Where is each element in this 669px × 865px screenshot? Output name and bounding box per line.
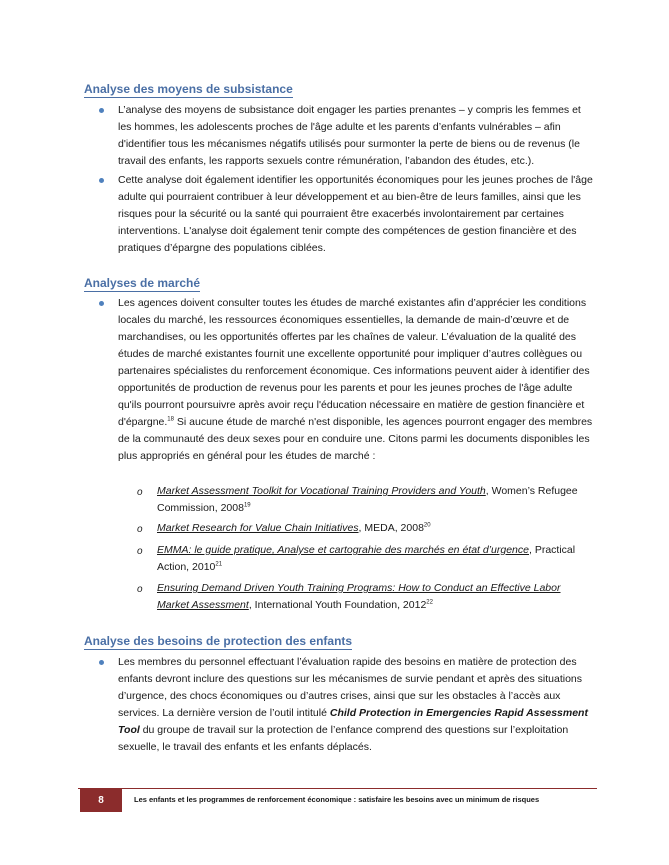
paragraph-text-part: Les agences doivent consulter toutes les études de marché existantes afin d’apprécier les conditions locales du marché, les ressources économiques essentielles, la demande de main-d’œuvre et de marchandises, ou les opportunités offertes par les chaînes de valeur. L’évaluation de la qualité des études de marché existantes fournit une excellente opportunité pour impliquer d’autres collègues ou partenaires spécialistes du renforcement économique. Ces informations peuvent aider à identifier des opportunités de production de revenus pour les parents et pour les jeunes proches de l'âge adulte qu'ils pourront poursuivre après avoir reçu l'éducation nécessaire en matière de gestion financière et d'épargne. (118, 297, 590, 428)
page-number: 8 (80, 789, 122, 812)
reference-item (157, 542, 587, 576)
reference-item (157, 520, 587, 537)
reference-source: , MEDA, 2008 (358, 522, 424, 534)
section-heading-child-protection: Analyse des besoins de protection des enfants (84, 634, 353, 648)
footnote-ref: 18 (167, 416, 174, 423)
paragraph-text: Cette analyse doit également identifier les opportunités économiques pour les jeunes proches de l'âge adulte qui pourraient contribuer à leur développement et au bien-être de leurs familles, ainsi que les risques pour la sécurité ou la santé qui pourraient être exacerbés involontairement par certaines interventions. L'analyse doit également tenir compte des compétences de gestion financière et des pratiques d’épargne des populations ciblées. (118, 174, 593, 254)
footer-divider (78, 788, 597, 789)
bullet-marker (99, 108, 104, 113)
paragraph-text (118, 654, 593, 756)
footnote-ref: 19 (243, 502, 251, 509)
reference-item (157, 483, 587, 517)
tool-title: Child Protection in Emergencies Rapid Assessment Tool (118, 707, 588, 736)
paragraph-livelihoods-2 (118, 172, 593, 257)
sub-bullet-marker: o (137, 584, 143, 595)
paragraph-text-part: Les membres du personnel effectuant l’évaluation rapide des besoins en matière de protection des enfants devront inclure des questions sur les mécanismes de survie pendant et après des situations d’urgence, des chocs économiques ou d’autres crises, ainsi que sur les obstacles à l’accès aux services. La dernière version de l’outil intitulé (118, 656, 583, 719)
footnote-ref: 20 (423, 522, 431, 529)
section-heading-livelihoods: Analyse des moyens de subsistance (84, 82, 293, 96)
reference-item (157, 580, 587, 614)
paragraph-text-part: du groupe de travail sur la protection de l’enfance comprend des questions sur l’exploitation sexuelle, le travail des enfants et les enfants déplacés. (118, 724, 569, 753)
reference-source: , Practical Action, 2010 (157, 544, 576, 573)
paragraph-market-1 (118, 295, 593, 465)
reference-link[interactable]: Market Research for Value Chain Initiatives (157, 522, 359, 534)
sub-bullet-marker: o (137, 487, 143, 498)
bullet-marker (99, 301, 104, 306)
sub-bullet-marker: o (137, 546, 143, 557)
bullet-marker (99, 178, 104, 183)
reference-source: , International Youth Foundation, 2012 (248, 599, 427, 611)
sub-bullet-marker: o (137, 524, 143, 535)
reference-link[interactable]: Market Assessment Toolkit for Vocational Training Providers and Youth (157, 485, 486, 497)
paragraph-child-protection-1 (118, 654, 593, 756)
paragraph-text: L’analyse des moyens de subsistance doit engager les parties prenantes – y compris les femmes et les hommes, les adolescents proches de l'âge adulte et les parents d’enfants vulnérables – afin d'identifier tous les mécanismes négatifs utilisés pour surmonter la perte de biens ou de revenus (le travail des enfants, les rapports sexuels contre rémunération, l’abandon des études, etc.). (118, 104, 581, 167)
reference-source: , Women’s Refugee Commission, 2008 (157, 485, 578, 514)
paragraph-text (118, 295, 593, 465)
section-heading-market: Analyses de marché (84, 276, 201, 290)
footer-title: Les enfants et les programmes de renforcement économique : satisfaire les besoins avec un minimum de risques (134, 795, 540, 804)
reference-link[interactable]: Ensuring Demand Driven Youth Training Programs: How to Conduct an Effective Labor Market Assessment (157, 582, 561, 611)
footnote-ref: 22 (426, 599, 433, 606)
paragraph-text-part: Si aucune étude de marché n'est disponible, les agences pourront engager des membres de la communauté des deux sexes pour en conduire une. Citons parmi les documents disponibles les plus appropriés en général pour les études de marché : (118, 416, 593, 462)
paragraph-livelihoods-1 (118, 102, 593, 170)
reference-link[interactable]: EMMA: le guide pratique, Analyse et cartograhie des marchés en état d’urgence (157, 544, 529, 556)
footnote-ref: 21 (215, 561, 223, 568)
bullet-marker (99, 660, 104, 665)
